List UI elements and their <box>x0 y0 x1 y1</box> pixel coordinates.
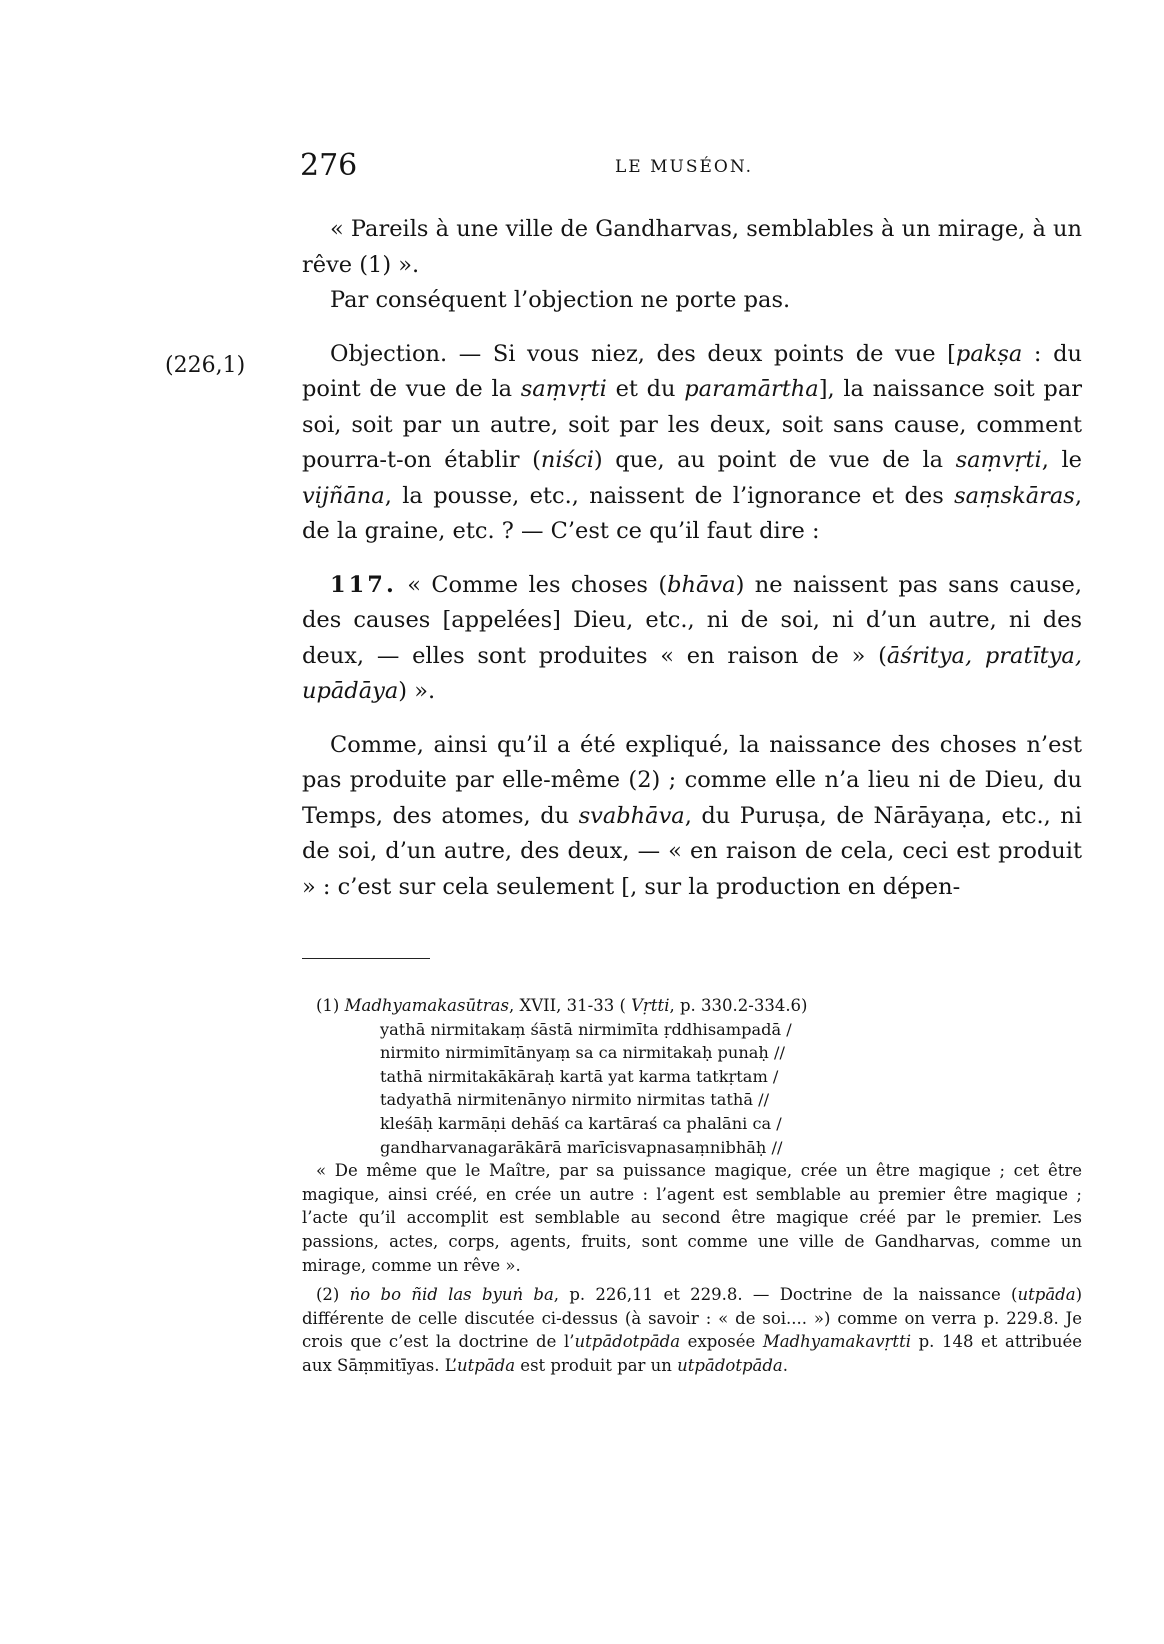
main-text <box>302 212 1082 905</box>
commentary-paragraph: Comme, ainsi qu’il a été expliqué, la naissance des choses n’est pas produite par elle-même (2) ; comme elle n’a lieu ni de Dieu, du Temps, des atomes, du svabhāva, du Puruṣa, de Nārāyaṇa, etc., ni de soi, d’un autre, des deux, — « en raison de cela, ceci est produit » : c’est sur cela seulement [, sur la production en dépen- <box>302 731 1082 900</box>
footnote-divider <box>302 958 430 959</box>
verse-117-paragraph: 117. « Comme les choses (bhāva) ne naissent pas sans cause, des causes [appelées] Dieu, etc., ni de soi, ni d’un autre, ni des deux, — elles sont produites « en raison de » (āśritya, pratītya, upādāya) ». <box>302 571 1083 704</box>
footnote-1-translation: « De même que le Maître, par sa puissance magique, crée un être magique ; cet être magique, ainsi créé, en crée un autre : l’agent est semblable au premier être magique ; l’acte qu’il accomplit est semblable au second être magique créé par le premier. Les passions, actes, corps, agents, fruits, sont comme une ville de Gandharvas, comme un mirage, comme un rêve ». <box>302 1161 1082 1275</box>
page-header <box>300 148 1090 188</box>
sanskrit-verse-line: tadyathā nirmitenānyo nirmito nirmitas tathā // <box>380 1090 770 1110</box>
footnote-1: (1) Madhyamakasūtras, XVII, 31-33 ( Vṛtti, p. 330.2-334.6) <box>316 996 808 1015</box>
sanskrit-verse-line: yathā nirmitakaṃ śāstā nirmimīta ṛddhisampadā / <box>380 1019 792 1039</box>
running-title: LE MUSÉON. <box>615 157 754 177</box>
footnote-2: (2) ṅo bo ñid las byuṅ ba, p. 226,11 et 229.8. — Doctrine de la naissance (utpāda) différente de celle discutée ci-dessus (à savoir : « de soi.... ») comme on verra p. 229.8. Je crois que c’est la doctrine de l’utpādotpāda exposée Madhyamakavṛtti p. 148 et attribuée aux Sāṃmitīyas. L’utpāda est produit par un utpādotpāda. <box>302 1285 1082 1375</box>
sanskrit-verse-line: gandharvanagarākārā marīcisvapnasaṃnibhāḥ // <box>380 1137 783 1157</box>
sanskrit-verse-line: nirmito nirmimītānyaṃ sa ca nirmitakaḥ punaḥ // <box>380 1043 785 1063</box>
quote-paragraph: « Pareils à une ville de Gandharvas, semblables à un mirage, à un rêve (1) ». <box>302 216 1082 278</box>
page-number: 276 <box>300 148 358 183</box>
sanskrit-verse-line: kleśāḥ karmāṇi dehāś ca kartāraś ca phalāni ca / <box>380 1113 782 1133</box>
verse-number: 117. <box>330 571 397 598</box>
margin-reference: (226,1) <box>165 353 246 378</box>
sanskrit-verse-line: tathā nirmitakākāraḥ kartā yat karma tatkṛtam / <box>380 1066 779 1086</box>
footnotes <box>302 994 1082 1378</box>
objection-paragraph: Objection. — Si vous niez, des deux points de vue [pakṣa : du point de vue de la saṃvṛti et du paramārtha], la naissance soit par soi, soit par un autre, soit par les deux, soit sans cause, comment pourra-t-on établir (niści) que, au point de vue de la saṃvṛti, le vijñāna, la pousse, etc., naissent de l’ignorance et des saṃskāras, de la graine, etc. ? — C’est ce qu’il faut dire : <box>302 340 1083 544</box>
conclusion-paragraph: Par conséquent l’objection ne porte pas. <box>330 287 791 313</box>
